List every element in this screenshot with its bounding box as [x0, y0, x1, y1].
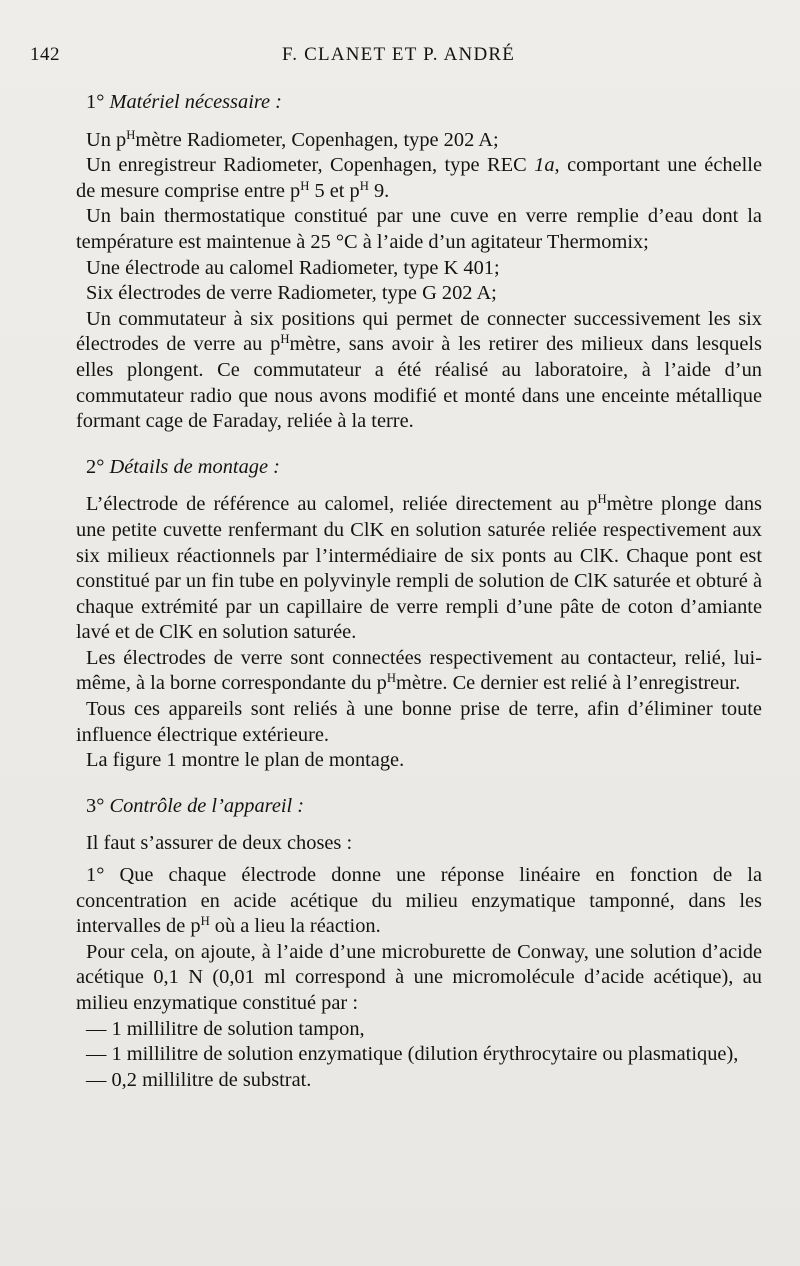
list-item: — 1 millilitre de solution enzymatique (dilution érythrocytaire ou plasmatique), — [86, 1043, 739, 1066]
paragraph: La figure 1 montre le plan de montage. — [86, 749, 405, 772]
paragraph: 1° Que chaque électrode donne une réponse linéaire en fonction de la concentration en acide acétique du milieu enzymatique tamponné, dans les intervalles de $p^H$ où a lieu la réaction. — [76, 864, 762, 938]
section-heading-materiel — [86, 90, 762, 116]
paragraph: Tous ces appareils sont reliés à une bonne prise de terre, afin d’éliminer toute influence électrique extérieure. — [76, 698, 762, 746]
list-item: — 1 millilitre de solution tampon, — [86, 1017, 365, 1040]
paragraph: Un bain thermostatique constitué par une cuve en verre remplie d’eau dont la température est maintenue à 25 °C à l’aide d’un agitateur Thermomix; — [76, 205, 762, 253]
section-number: 3° — [86, 794, 105, 817]
section-heading-montage — [86, 455, 762, 481]
paragraph: Il faut s’assurer de deux choses : — [86, 832, 353, 855]
section-heading-controle — [86, 794, 762, 820]
list-item: — 0,2 millilitre de substrat. — [86, 1068, 312, 1091]
paragraph: Un commutateur à six positions qui permet de connecter successivement les six électrodes de verre au $p^Hmètre$, sans avoir à les retirer des milieux dans lesquels elles plongent. Ce commutateur a été réalisé au laboratoire, à l’aide d’un commutateur radio que nous avons modifié et monté dans une enceinte métallique formant cage de Faraday, reliée à la terre. — [76, 307, 762, 433]
paragraph: Une électrode au calomel Radiometer, type K 401; — [86, 256, 500, 279]
paragraph: Six électrodes de verre Radiometer, type G 202 A; — [86, 282, 497, 305]
section-number: 2° — [86, 455, 105, 478]
paragraph: Un $p^Hmètre$ Radiometer, Copenhagen, type 202 A; — [86, 127, 499, 151]
running-head: F. CLANET ET P. ANDRÉ — [282, 44, 516, 65]
page-header — [30, 38, 762, 68]
paragraph: Les électrodes de verre sont connectées respectivement au contacteur, relié, lui-même, à la borne correspondante du $p^Hmètre$. Ce dernier est relié à l’enregistreur. — [76, 646, 762, 695]
section-number: 1° — [86, 91, 105, 113]
body-text — [76, 90, 762, 1093]
page-number: 142 — [30, 44, 60, 65]
paragraph: Un enregistreur Radiometer, Copenhagen, type REC 1a, comportant une échelle de mesure comprise entre $p^H$ 5 et $p^H$ 9. — [76, 154, 762, 202]
paragraph: L’électrode de référence au calomel, reliée directement au $p^Hmètre$ plonge dans une petite cuvette renfermant du ClK en solution saturée reliée respectivement aux six milieux réactionnels par l’intermédiaire de six ponts au ClK. Chaque pont est constitué par un fin tube en polyvinyle rempli de solution de ClK saturée et obturé à chaque extrémité par un capillaire de verre rempli d’une pâte de coton d’amiante lavé et de ClK en solution saturée. — [76, 492, 762, 644]
paragraph: Pour cela, on ajoute, à l’aide d’une microburette de Conway, une solution d’acide acétique 0,1 N (0,01 ml correspond à une micromolécule d’acide acétique), au milieu enzymatique constitué par : — [76, 940, 762, 1014]
section-title: Matériel nécessaire : — [109, 91, 282, 113]
section-title: Contrôle de l’appareil : — [109, 794, 305, 817]
section-title: Détails de montage : — [109, 455, 280, 478]
